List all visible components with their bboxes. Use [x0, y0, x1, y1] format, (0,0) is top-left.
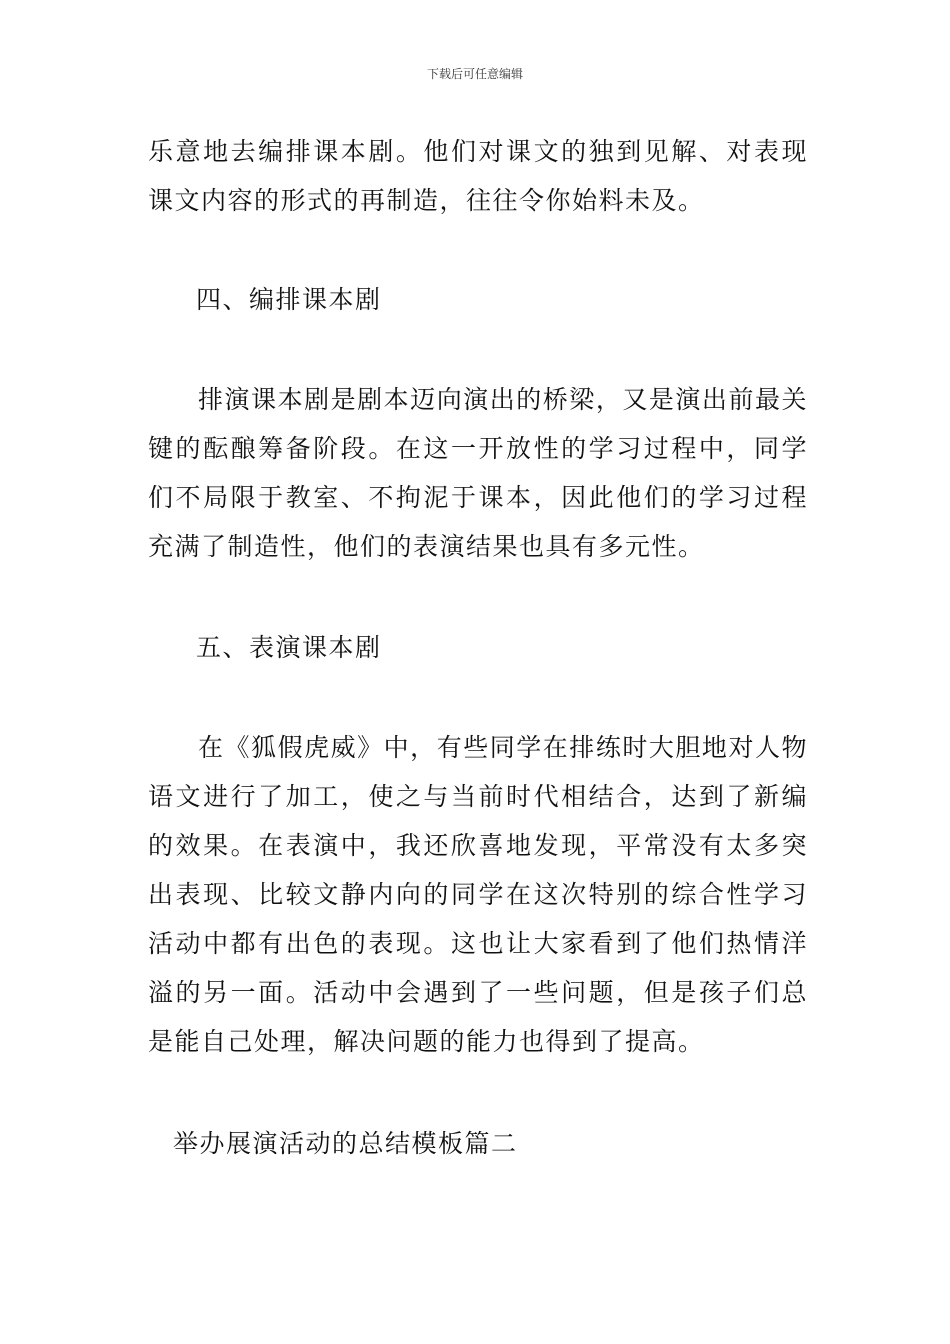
paragraph-rehearsal: 排演课本剧是剧本迈向演出的桥梁，又是演出前最关键的酝酿筹备阶段。在这一开放性的学习过程中，同学们不局限于教室、不拘泥于课本，因此他们的学习过程充满了制造性，他们的表演结果也具有多元性。	[148, 385, 808, 561]
section-heading-four: 四、编排课本剧	[196, 285, 382, 314]
document-subtitle: 举办展演活动的总结模板篇二	[173, 1129, 518, 1158]
section-heading-five: 五、表演课本剧	[196, 633, 382, 662]
paragraph-intro-continued: 乐意地去编排课本剧。他们对课文的独到见解、对表现课文内容的形式的再制造，往往令你始料未及。	[148, 137, 808, 215]
header-note: 下载后可任意编辑	[426, 67, 523, 81]
paragraph-performance: 在《狐假虎威》中，有些同学在排练时大胆地对人物语文进行了加工，使之与当前时代相结合，达到了新编的效果。在表演中，我还欣喜地发现，平常没有太多突出表现、比较文静内向的同学在这次特别的综合性学习活动中都有出色的表现。这也让大家看到了他们热情洋溢的另一面。活动中会遇到了一些问题，但是孩子们总是能自己处理，解决问题的能力也得到了提高。	[148, 733, 808, 1056]
